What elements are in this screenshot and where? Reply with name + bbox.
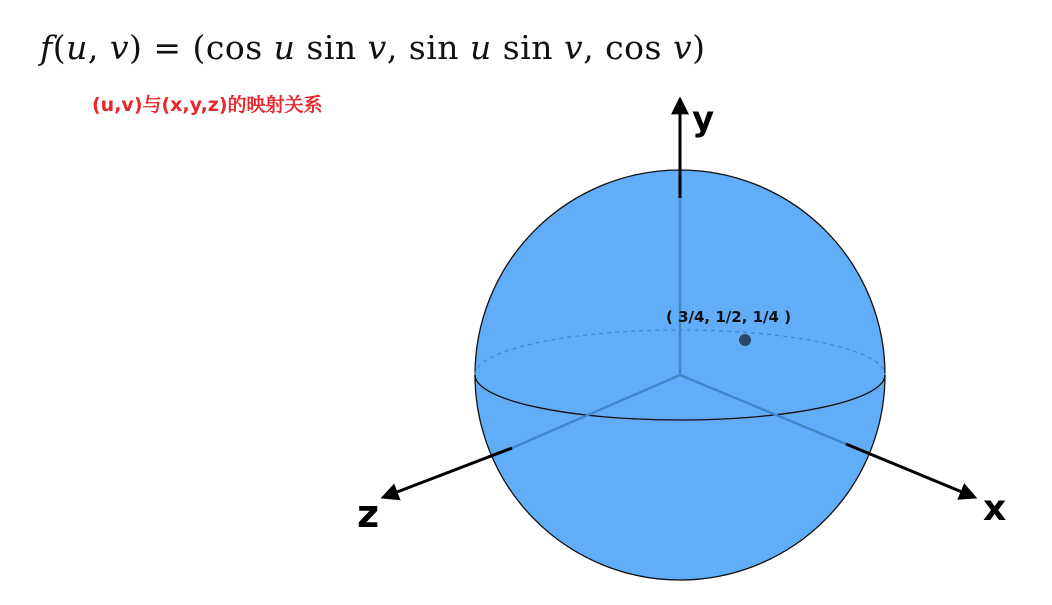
- surface-point: [739, 334, 751, 346]
- formula-equals: =: [142, 28, 193, 67]
- z-axis-label: z: [357, 492, 380, 536]
- z-axis-arrow: [384, 448, 512, 497]
- x-axis-label: x: [983, 488, 1007, 529]
- point-label: ( 3/4, 1/2, 1/4 ): [666, 308, 792, 326]
- mapping-subtitle: (u,v)与(x,y,z)的映射关系: [92, 94, 323, 116]
- x-axis-arrow: [846, 444, 974, 497]
- y-axis-label: y: [692, 99, 715, 139]
- formula-func: f: [40, 28, 53, 67]
- formula-rhs: (cos u sin v, sin u sin v, cos v): [192, 28, 706, 67]
- formula-lhs-args: (u, v): [52, 28, 143, 67]
